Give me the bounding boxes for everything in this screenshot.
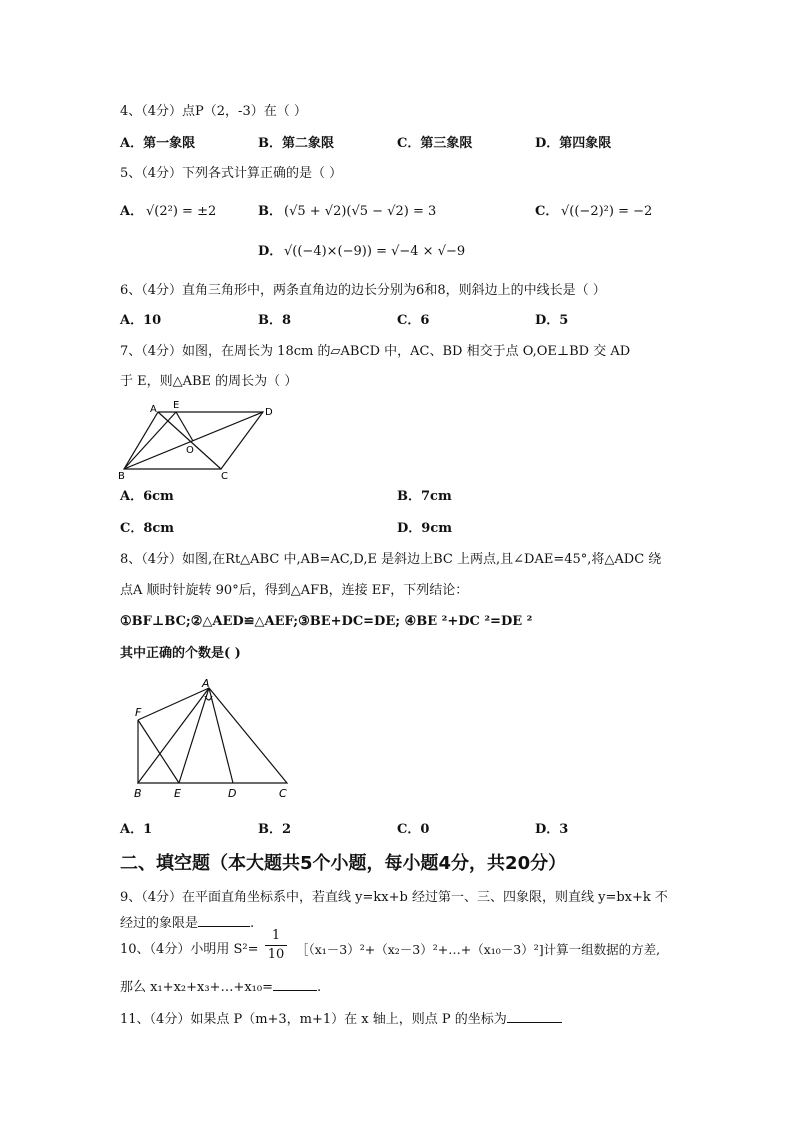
segment-be [124,412,176,469]
q7-option-d: D．9cm [397,521,452,536]
q4-option-c: C．第三象限 [397,136,473,151]
q9-line2: 经过的象限是 . [120,916,255,931]
q7-option-c: C．8cm [120,521,175,536]
q10-fraction-numerator: 1 [271,928,281,943]
q6-option-a: A．10 [120,313,162,328]
q4-stem: 4、（4分）点P（2，-3）在（ ） [120,104,307,119]
q10-line2: 那么 x₁+x₂+x₃+…+x₁₀= . [120,980,322,995]
label-d: D [228,787,237,800]
label-b: B [134,787,142,800]
q5-option-a-label: A． [120,204,144,219]
q4-option-b: B．第二象限 [258,136,334,151]
segment-ae [179,688,209,783]
q8-stem-line1: 8、（4分）如图,在Rt△ABC 中,AB=AC,D,E 是斜边上BC 上两点,且∠DAE=45°,将△ADC 绕 [120,552,662,567]
q10-fraction-denominator: 10 [267,947,285,962]
q8-stem-line2: 点A 顺时针旋转 90°后，得到△AFB，连接 EF，下列结论： [120,583,469,598]
q6-option-c: C．6 [397,313,430,328]
q5-option-d-label: D． [258,244,283,259]
label-e: E [173,400,180,411]
q5-stem: 5、（4分）下列各式计算正确的是（ ） [120,166,343,181]
section-2-title: 二、填空题（本大题共5个小题，每小题4分，共20分） [120,853,567,874]
q8-question: 其中正确的个数是( ) [120,646,241,661]
label-b: B [118,471,125,482]
q5-option-b-label: B． [258,204,282,219]
q7-stem-line1: 7、（4分）如图，在周长为 18cm 的▱ABCD 中，AC、BD 相交于点 O,OE⊥BD 交 AD [120,344,631,359]
label-o: O [186,445,194,456]
q7-parallelogram-figure [116,398,276,482]
q5-option-b-expr: (√5 + √2)(√5 − √2) = 3 [284,204,437,219]
label-e: E [174,787,181,800]
q6-stem: 6、（4分）直角三角形中，两条直角边的边长分别为6和8，则斜边上的中线长是（ ） [120,283,606,298]
q9-line2-text: 经过的象限是 [120,916,199,931]
label-f: F [135,706,142,719]
q4-option-a: A．第一象限 [120,136,196,151]
label-c: C [279,787,287,800]
segment-af [138,688,209,720]
q7-option-b: B．7cm [397,489,452,504]
label-d: D [265,407,273,418]
q11-answer-blank[interactable] [507,1010,562,1023]
segment-ef [138,720,179,783]
q10-answer-blank[interactable] [273,978,317,991]
q8-option-c: C．0 [397,822,430,837]
q8-conclusions: ①BF⊥BC;②△AED≌△AEF;③BE+DC=DE; ④BE ²+DC ²=DE ² [120,614,533,629]
q7-option-a: A．6cm [120,489,174,504]
q6-option-b: B．8 [258,313,292,328]
q8-option-b: B．2 [258,822,292,837]
q10-fraction [265,928,287,963]
label-a: A [150,404,157,415]
label-a: A [202,677,210,690]
q9-answer-blank[interactable] [198,914,250,927]
q4-option-d: D．第四象限 [535,136,612,151]
q5-option-d-expr: √((−4)×(−9)) = √−4 × √−9 [284,244,466,259]
q6-option-d: D．5 [535,313,569,328]
q9-line1: 9、（4分）在平面直角坐标系中，若直线 y=kx+b 经过第一、三、四象限，则直线 y=bx+k 不 [120,890,668,905]
q11-text: 11、（4分）如果点 P（m+3，m+1）在 x 轴上，则点 P 的坐标为 [120,1012,507,1027]
q8-triangle-figure [128,676,298,802]
q5-option-c-label: C． [535,204,559,219]
label-c: C [221,471,228,482]
q10-prefix: 10、（4分）小明用 S²= [120,942,259,957]
q7-stem-line2: 于 E，则△ABE 的周长为（ ） [120,374,298,389]
q10-line2-text: 那么 x₁+x₂+x₃+…+x₁₀= [120,980,273,995]
q5-option-a-expr: √(2²) = ±2 [146,204,217,219]
q5-option-c-expr: √((−2)²) = −2 [561,204,653,219]
q10-fraction-bar [265,945,287,946]
q10-body: ［（x₁－3）²+（x₂－3）²+…+（x₁₀－3）²]计算一组数据的方差, [296,942,661,957]
q8-option-a: A．1 [120,822,153,837]
q8-option-d: D．3 [535,822,569,837]
q11-line [120,1010,562,1028]
